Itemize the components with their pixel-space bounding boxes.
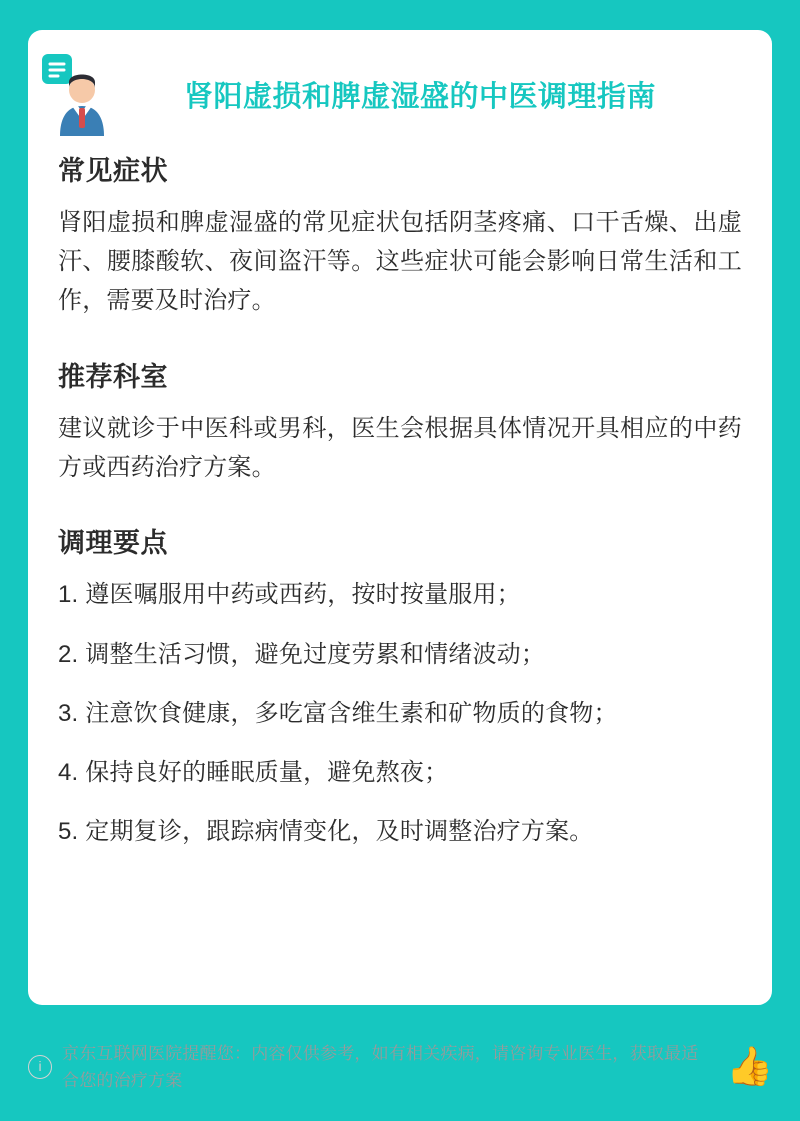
thumbs-up-icon[interactable]: 👍 [726, 1046, 774, 1088]
list-item: 3. 注意饮食健康，多吃富含维生素和矿物质的食物； [58, 699, 618, 727]
footer-disclaimer [28, 1031, 772, 1103]
section-text-symptoms: 肾阳虚损和脾虚湿盛的常见症状包括阴茎疼痛、口干舌燥、出虚汗、腰膝酸软、夜间盗汗等。这些症状可能会影响日常生活和工作，需要及时治疗。 [58, 209, 742, 314]
section-heading-care-points: 调理要点 [58, 528, 168, 559]
info-icon: i [28, 1055, 52, 1079]
list-item: 1. 遵医嘱服用中药或西药，按时按量服用； [58, 581, 521, 609]
care-points-list [58, 576, 742, 850]
list-item: 2. 调整生活习惯，避免过度劳累和情绪波动； [58, 640, 546, 668]
page-title: 肾阳虚损和脾虚湿盛的中医调理指南 [183, 81, 656, 113]
list-item: 4. 保持良好的睡眠质量，避免熬夜； [58, 758, 449, 786]
section-text-department: 建议就诊于中医科或男科，医生会根据具体情况开具相应的中药方或西药治疗方案。 [58, 414, 742, 481]
section-heading-department: 推荐科室 [58, 361, 168, 392]
section-heading-symptoms: 常见症状 [58, 156, 168, 186]
footer-text: 京东互联网医院提醒您：内容仅供参考，如有相关疾病，请咨询专业医生，获取最适合您的治疗方案 [62, 1043, 699, 1090]
content-card [28, 30, 772, 1005]
list-item: 5. 定期复诊，跟踪病情变化，及时调整治疗方案。 [58, 818, 594, 846]
doctor-avatar-icon [38, 48, 112, 138]
